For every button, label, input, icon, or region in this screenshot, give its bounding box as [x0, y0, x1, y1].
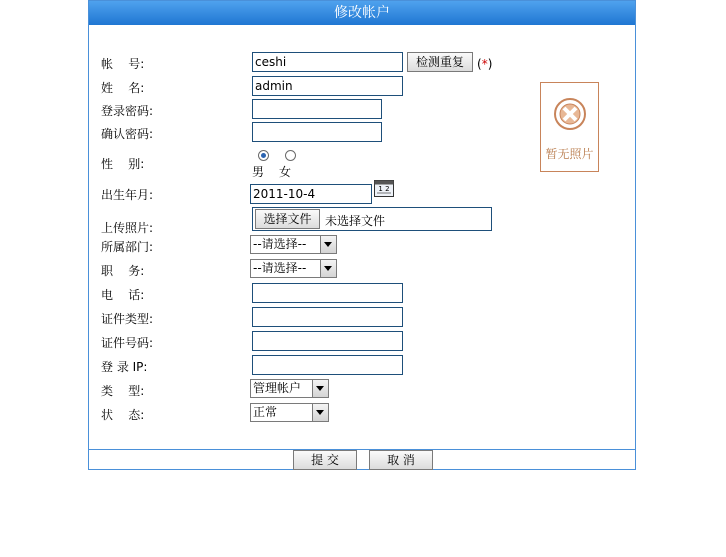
confirm-password-input[interactable] [252, 122, 382, 142]
status-label: 状 态: [101, 408, 145, 422]
name-label: 姓 名: [101, 81, 145, 95]
birthdate-input[interactable] [250, 184, 372, 204]
confirm-password-label: 确认密码: [101, 127, 154, 141]
login-ip-label: 登 录 IP: [101, 360, 148, 374]
id-type-label: 证件类型: [101, 312, 154, 326]
position-selected: --请选择-- [253, 261, 307, 275]
chevron-down-icon [320, 260, 336, 277]
status-selected: 正常 [253, 405, 278, 419]
required-note [477, 57, 492, 71]
required-close-paren: ) [487, 57, 493, 71]
gender-label: 性 别: [101, 157, 145, 171]
account-input[interactable] [252, 52, 403, 72]
required-open-paren: ( [477, 57, 482, 71]
type-select[interactable] [250, 379, 329, 398]
window-title: 修改帐户 [89, 1, 635, 25]
gender-female-label: 女 [279, 165, 292, 179]
calendar-icon[interactable] [374, 180, 394, 197]
photo-upload-label: 上传照片: [101, 221, 154, 235]
file-status-text: 未选择文件 [325, 214, 386, 228]
id-number-label: 证件号码: [101, 336, 154, 350]
no-photo-icon [553, 97, 587, 131]
cancel-button[interactable]: 取 消 [369, 450, 433, 470]
status-select[interactable] [250, 403, 329, 422]
required-mark: * [481, 57, 488, 71]
type-label: 类 型: [101, 384, 145, 398]
gender-male-radio[interactable] [258, 150, 269, 161]
choose-file-button[interactable]: 选择文件 [255, 209, 320, 229]
submit-button[interactable]: 提 交 [293, 450, 357, 470]
chevron-down-icon [320, 236, 336, 253]
department-label: 所属部门: [101, 240, 154, 254]
chevron-down-icon [312, 380, 328, 397]
phone-input[interactable] [252, 283, 403, 303]
department-selected: --请选择-- [253, 237, 307, 251]
id-number-input[interactable] [252, 331, 403, 351]
gender-female-radio[interactable] [285, 150, 296, 161]
position-select[interactable] [250, 259, 337, 278]
photo-placeholder [540, 82, 599, 172]
login-ip-input[interactable] [252, 355, 403, 375]
login-password-input[interactable] [252, 99, 382, 119]
name-input[interactable] [252, 76, 403, 96]
gender-male-label: 男 [252, 165, 265, 179]
no-photo-text: 暂无照片 [545, 147, 594, 161]
position-label: 职 务: [101, 264, 145, 278]
svg-text:1 2: 1 2 [378, 185, 390, 193]
login-password-label: 登录密码: [101, 104, 154, 118]
birthdate-label: 出生年月: [101, 188, 154, 202]
chevron-down-icon [312, 404, 328, 421]
account-label: 帐 号: [101, 57, 145, 71]
id-type-input[interactable] [252, 307, 403, 327]
phone-label: 电 话: [101, 288, 145, 302]
type-selected: 管理帐户 [253, 381, 302, 395]
check-duplicate-button[interactable]: 检测重复 [407, 52, 473, 72]
department-select[interactable] [250, 235, 337, 254]
footer-divider [89, 449, 635, 450]
